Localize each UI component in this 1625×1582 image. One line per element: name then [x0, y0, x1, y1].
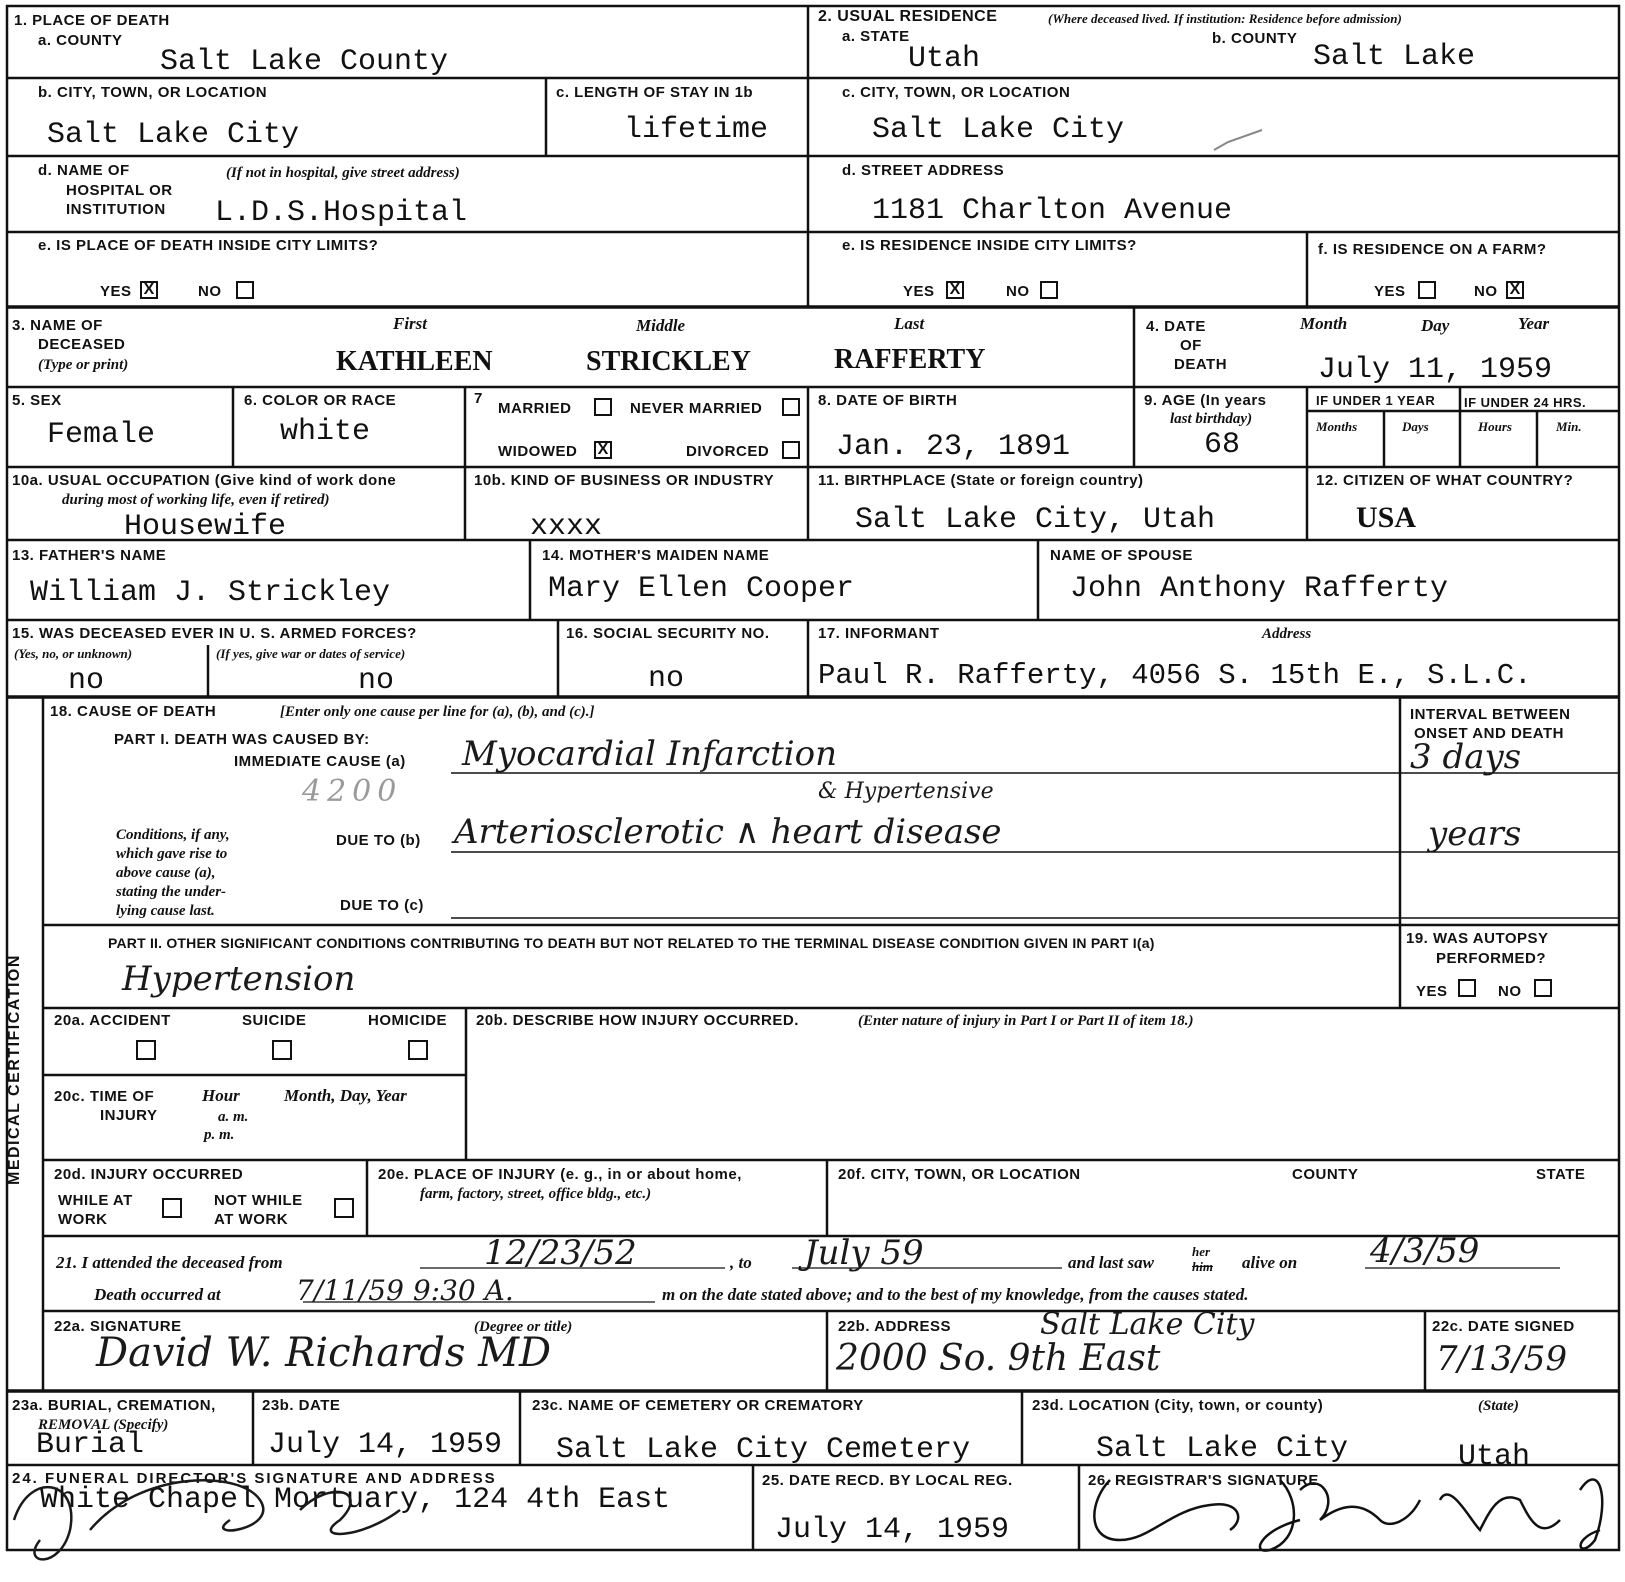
burial-date-value: July 14, 1959 [268, 1428, 503, 1462]
place-of-death-title: 1. PLACE OF DEATH [14, 12, 170, 29]
months-label: Months [1316, 419, 1358, 434]
medical-certification-label: MEDICAL CERTIFICATION [6, 954, 23, 1185]
conditions-line-3: above cause (a), [116, 865, 216, 881]
mother-name-value: Mary Ellen Cooper [548, 572, 855, 606]
business-value: xxxx [530, 510, 603, 544]
last-name-value: RAFFERTY [834, 344, 986, 375]
death-limits-no-checkbox[interactable] [236, 281, 254, 299]
autopsy-label-2: PERFORMED? [1436, 950, 1546, 967]
residence-limits-yes-checkbox[interactable]: X [946, 281, 964, 299]
immediate-cause-value: Myocardial Infarction [462, 734, 838, 774]
cemetery-state-label: (State) [1478, 1398, 1519, 1414]
death-limits-no-label: NO [198, 283, 222, 300]
death-city-limits-label: e. IS PLACE OF DEATH INSIDE CITY LIMITS? [38, 237, 379, 254]
interval-a-value: 3 days [1410, 737, 1522, 777]
armed-forces-label: 15. WAS DECEASED EVER IN U. S. ARMED FORCES? [12, 625, 417, 642]
race-value: white [280, 415, 371, 449]
am-label: a. m. [218, 1109, 249, 1125]
time-of-injury-label-2: INJURY [100, 1107, 158, 1124]
attended-to-label: , to [730, 1253, 752, 1272]
check-mark-icon [1214, 130, 1262, 150]
death-limits-yes-label: YES [100, 283, 132, 300]
last-name-label: Last [894, 314, 925, 333]
pm-label: p. m. [204, 1127, 235, 1143]
informant-label: 17. INFORMANT [818, 625, 940, 642]
cause-of-death-label: 18. CAUSE OF DEATH [50, 703, 217, 720]
armed-forces-value-1: no [68, 664, 105, 698]
date-of-death-value: July 11, 1959 [1318, 353, 1553, 387]
work-label: WORK [58, 1211, 108, 1228]
due-to-c-label: DUE TO (c) [340, 897, 424, 914]
usual-residence-note: (Where deceased lived. If institution: Residence before admission) [1048, 11, 1402, 26]
part-2-value: Hypertension [122, 959, 356, 999]
middle-name-value: STRICKLEY [586, 346, 751, 377]
alive-on-value: 4/3/59 [1370, 1231, 1480, 1271]
date-of-death-label-2: OF [1180, 337, 1202, 354]
date-of-death-label-1: 4. DATE [1146, 318, 1206, 335]
place-of-injury-label-2: farm, factory, street, office bldg., etc.) [420, 1186, 652, 1202]
cemetery-location-label: 23d. LOCATION (City, town, or county) [1032, 1397, 1324, 1414]
accident-label: 20a. ACCIDENT [54, 1012, 171, 1029]
date-received-label: 25. DATE RECD. BY LOCAL REG. [762, 1472, 1013, 1489]
hours-label: Hours [1478, 419, 1512, 434]
injury-occurred-label: 20d. INJURY OCCURRED [54, 1166, 244, 1183]
hospital-label-3: INSTITUTION [66, 201, 166, 218]
residence-county-label: b. COUNTY [1212, 30, 1298, 47]
time-of-injury-label: 20c. TIME OF [54, 1088, 155, 1105]
death-occurred-value: 7/11/59 9:30 A. [296, 1274, 514, 1307]
deceased-name-label-3: (Type or print) [38, 357, 129, 373]
death-city-label: b. CITY, TOWN, OR LOCATION [38, 84, 268, 101]
informant-address-label: Address [1262, 626, 1312, 642]
cause-code: 4200 [302, 774, 403, 809]
married-checkbox[interactable] [594, 398, 612, 416]
length-of-stay-label: c. LENGTH OF STAY IN 1b [556, 84, 754, 101]
never-married-label: NEVER MARRIED [630, 400, 763, 417]
attended-to-value: July 59 [804, 1233, 924, 1273]
spouse-value: John Anthony Rafferty [1070, 572, 1449, 606]
farm-yes-label: YES [1374, 283, 1406, 300]
funeral-director-value: White Chapel Mortuary, 124 4th East [40, 1483, 671, 1517]
at-work-label: AT WORK [214, 1211, 289, 1228]
homicide-label: HOMICIDE [368, 1012, 447, 1029]
age-label-2: last birthday) [1170, 411, 1253, 427]
interval-label: INTERVAL BETWEEN [1410, 706, 1571, 723]
birthplace-label: 11. BIRTHPLACE (State or foreign country) [818, 472, 1144, 489]
alive-on-label: alive on [1242, 1253, 1298, 1272]
divorced-label: DIVORCED [686, 443, 770, 460]
married-label: MARRIED [498, 400, 572, 417]
first-name-label: First [393, 314, 428, 333]
disposition-label-2: REMOVAL (Specify) [38, 1417, 169, 1433]
death-limits-yes-checkbox[interactable]: X [140, 281, 158, 299]
year-label: Year [1518, 314, 1550, 333]
death-county-value: Salt Lake County [160, 45, 449, 79]
month-label: Month [1300, 314, 1348, 333]
disposition-value: Burial [36, 1428, 145, 1462]
autopsy-no-label: NO [1498, 983, 1522, 1000]
armed-forces-value-2: no [358, 664, 395, 698]
injury-county-label: COUNTY [1292, 1166, 1359, 1183]
date-signed-label: 22c. DATE SIGNED [1432, 1318, 1575, 1335]
sex-value: Female [47, 418, 156, 452]
widowed-checkbox[interactable]: X [594, 441, 612, 459]
first-name-value: KATHLEEN [336, 346, 493, 377]
father-name-value: William J. Strickley [30, 576, 391, 610]
race-label: 6. COLOR OR RACE [244, 392, 397, 409]
place-of-injury-label: 20e. PLACE OF INJURY (e. g., in or about home, [378, 1166, 742, 1183]
age-label: 9. AGE (In years [1144, 392, 1267, 409]
hospital-value: L.D.S.Hospital [215, 196, 468, 230]
hospital-label-2: HOSPITAL OR [66, 182, 173, 199]
business-label: 10b. KIND OF BUSINESS OR INDUSTRY [474, 472, 775, 489]
under-24-hours-label: IF UNDER 24 HRS. [1464, 395, 1587, 410]
occupation-value: Housewife [124, 510, 287, 544]
not-while-at-work-checkbox[interactable] [334, 1198, 354, 1218]
autopsy-no-checkbox[interactable] [1534, 979, 1552, 997]
immediate-cause-label: IMMEDIATE CAUSE (a) [234, 753, 406, 770]
autopsy-yes-label: YES [1416, 983, 1448, 1000]
hospital-label-1: d. NAME OF [38, 162, 130, 179]
age-value: 68 [1204, 428, 1241, 462]
armed-forces-sub-2: (If yes, give war or dates of service) [216, 646, 406, 661]
length-of-stay-value: lifetime [624, 113, 769, 147]
death-city-value: Salt Lake City [47, 118, 300, 152]
farm-no-label: NO [1474, 283, 1498, 300]
under-1-year-label: IF UNDER 1 YEAR [1316, 393, 1436, 408]
mother-name-label: 14. MOTHER'S MAIDEN NAME [542, 547, 770, 564]
occupation-label: 10a. USUAL OCCUPATION (Give kind of work done [12, 472, 397, 489]
armed-forces-sub-1: (Yes, no, or unknown) [14, 646, 133, 661]
divorced-checkbox[interactable] [782, 441, 800, 459]
cemetery-label: 23c. NAME OF CEMETERY OR CREMATORY [532, 1397, 864, 1414]
minutes-label: Min. [1556, 419, 1582, 434]
accident-checkbox[interactable] [136, 1040, 156, 1060]
middle-name-label: Middle [636, 316, 686, 335]
part-2-label: PART II. OTHER SIGNIFICANT CONDITIONS CONTRIBUTING TO DEATH BUT NOT RELATED TO THE TERMINAL DISEASE CONDITION GIVEN IN PART I(a) [108, 935, 1155, 951]
suicide-label: SUICIDE [242, 1012, 307, 1029]
while-at-work-checkbox[interactable] [162, 1198, 182, 1218]
deceased-name-label-1: 3. NAME OF [12, 317, 103, 334]
day-label: Day [1421, 316, 1450, 335]
residence-county-value: Salt Lake [1313, 40, 1476, 74]
date-of-death-label-3: DEATH [1174, 356, 1228, 373]
never-married-checkbox[interactable] [782, 398, 800, 416]
cause-instructions: [Enter only one cause per line for (a), (b), and (c).] [280, 704, 595, 720]
attended-label: 21. I attended the deceased from [56, 1253, 283, 1272]
interval-b-value: years [1428, 814, 1522, 854]
him-label: him [1192, 1259, 1213, 1274]
residence-limits-no-label: NO [1006, 283, 1030, 300]
injury-city-label: 20f. CITY, TOWN, OR LOCATION [838, 1166, 1081, 1183]
occupation-label-2: during most of working life, even if retired) [62, 492, 330, 508]
residence-limits-no-checkbox[interactable] [1040, 281, 1058, 299]
due-to-b-value: Arteriosclerotic ∧ heart disease [454, 812, 1002, 852]
residence-city-label: c. CITY, TOWN, OR LOCATION [842, 84, 1071, 101]
cause-insert: & Hypertensive [818, 779, 994, 804]
due-to-b-label: DUE TO (b) [336, 832, 421, 849]
conditions-line-1: Conditions, if any, [116, 827, 230, 843]
farm-no-checkbox[interactable]: X [1506, 281, 1524, 299]
conditions-line-5: lying cause last. [116, 903, 215, 919]
funeral-director-label: 24. FUNERAL DIRECTOR'S SIGNATURE AND ADDRESS [12, 1470, 497, 1487]
citizenship-value: USA [1356, 501, 1417, 534]
attended-from-value: 12/23/52 [484, 1233, 637, 1273]
conditions-line-4: stating the under- [116, 884, 227, 900]
farm-yes-checkbox[interactable] [1418, 281, 1436, 299]
interval-label-2: ONSET AND DEATH [1414, 725, 1564, 742]
part-1-label: PART I. DEATH WAS CAUSED BY: [114, 731, 370, 748]
physician-address-label: 22b. ADDRESS [838, 1318, 951, 1335]
county-label: a. COUNTY [38, 32, 123, 49]
street-address-value: 1181 Charlton Avenue [872, 194, 1233, 228]
death-occurred-rest: m on the date stated above; and to the best of my knowledge, from the causes stated. [662, 1285, 1249, 1304]
homicide-checkbox[interactable] [408, 1040, 428, 1060]
registrar-signature-label: 26. REGISTRAR'S SIGNATURE [1088, 1472, 1319, 1489]
degree-label: (Degree or title) [474, 1319, 573, 1335]
usual-residence-title: 2. USUAL RESIDENCE [818, 8, 998, 25]
birthplace-value: Salt Lake City, Utah [855, 503, 1216, 537]
spouse-label: NAME OF SPOUSE [1050, 547, 1193, 564]
last-saw-label: and last saw [1068, 1253, 1154, 1272]
disposition-label: 23a. BURIAL, CREMATION, [12, 1397, 216, 1414]
injury-description-note: (Enter nature of injury in Part I or Part II of item 18.) [858, 1013, 1194, 1029]
residence-city-value: Salt Lake City [872, 113, 1125, 147]
cemetery-state-value: Utah [1458, 1440, 1531, 1474]
hour-label: Hour [202, 1086, 240, 1105]
date-received-value: July 14, 1959 [775, 1513, 1010, 1547]
physician-signature: David W. Richards MD [96, 1330, 552, 1376]
injury-state-label: STATE [1536, 1166, 1586, 1183]
deceased-name-label-2: DECEASED [38, 336, 126, 353]
date-of-birth-label: 8. DATE OF BIRTH [818, 392, 958, 409]
residence-state-value: Utah [908, 42, 981, 76]
autopsy-yes-checkbox[interactable] [1458, 979, 1476, 997]
cemetery-value: Salt Lake City Cemetery [556, 1433, 971, 1467]
street-address-label: d. STREET ADDRESS [842, 162, 1005, 179]
father-name-label: 13. FATHER'S NAME [12, 547, 167, 564]
death-occurred-label: Death occurred at [94, 1285, 221, 1304]
cemetery-location-value: Salt Lake City [1096, 1432, 1349, 1466]
citizenship-label: 12. CITIZEN OF WHAT COUNTRY? [1316, 472, 1574, 489]
signature-label: 22a. SIGNATURE [54, 1318, 182, 1335]
marital-number: 7 [474, 390, 483, 407]
informant-value: Paul R. Rafferty, 4056 S. 15th E., S.L.C. [818, 659, 1532, 692]
date-of-birth-value: Jan. 23, 1891 [836, 430, 1071, 464]
hospital-note: (If not in hospital, give street address) [226, 165, 460, 181]
ssn-value: no [648, 662, 685, 696]
farm-label: f. IS RESIDENCE ON A FARM? [1318, 241, 1547, 258]
suicide-checkbox[interactable] [272, 1040, 292, 1060]
state-label: a. STATE [842, 28, 910, 45]
ssn-label: 16. SOCIAL SECURITY NO. [566, 625, 770, 642]
residence-limits-yes-label: YES [903, 283, 935, 300]
sex-label: 5. SEX [12, 392, 62, 409]
residence-limits-label: e. IS RESIDENCE INSIDE CITY LIMITS? [842, 237, 1137, 254]
days-label: Days [1402, 419, 1429, 434]
burial-date-label: 23b. DATE [262, 1397, 341, 1414]
conditions-line-2: which gave rise to [116, 846, 228, 862]
date-signed-value: 7/13/59 [1436, 1339, 1568, 1379]
autopsy-label: 19. WAS AUTOPSY [1406, 930, 1549, 947]
while-at-label: WHILE AT [58, 1192, 133, 1209]
widowed-label: WIDOWED [498, 443, 578, 460]
physician-address-city: Salt Lake City [1040, 1307, 1255, 1342]
physician-address-value: 2000 So. 9th East [836, 1338, 1161, 1379]
month-day-year-label: Month, Day, Year [284, 1086, 407, 1105]
not-while-label: NOT WHILE [214, 1192, 303, 1209]
her-label: her [1192, 1244, 1211, 1259]
injury-description-label: 20b. DESCRIBE HOW INJURY OCCURRED. [476, 1012, 799, 1029]
